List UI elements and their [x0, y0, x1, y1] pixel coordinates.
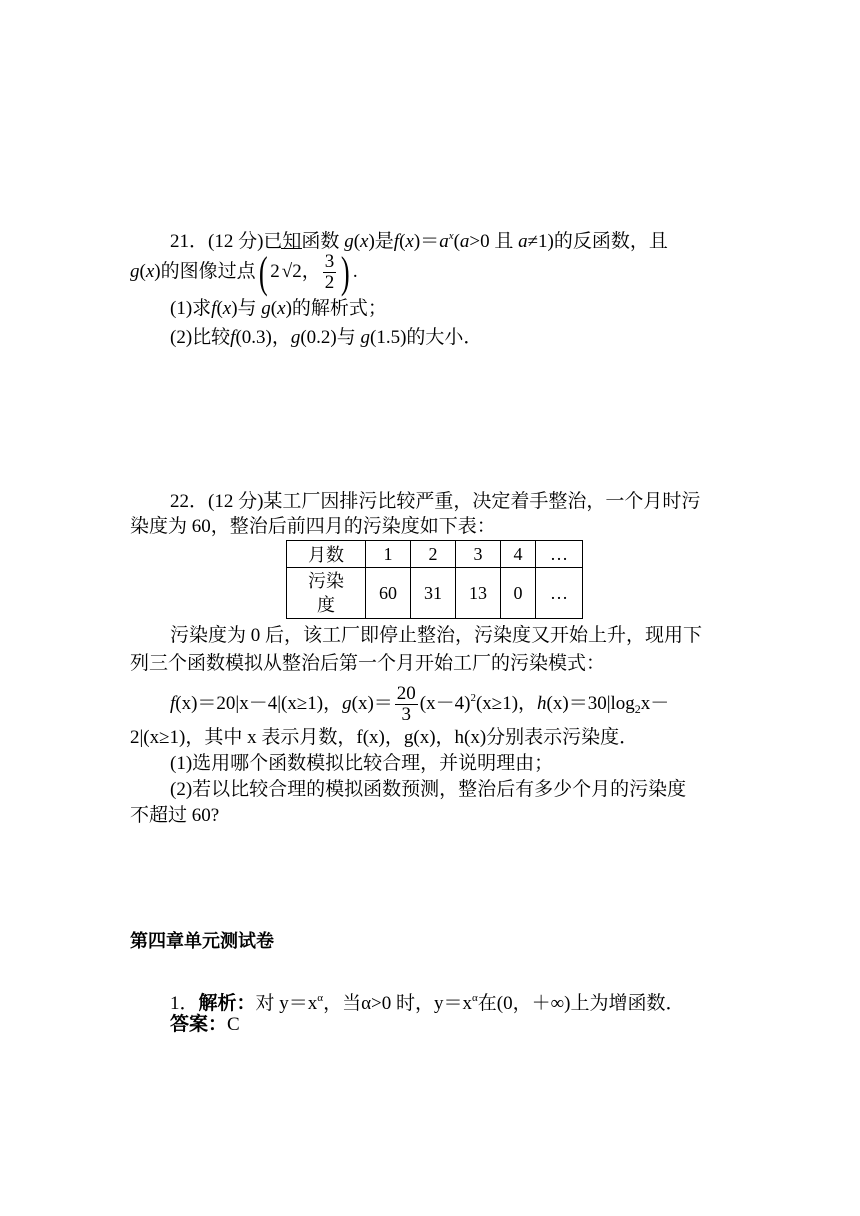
q21-p2-g2: g — [360, 327, 370, 348]
q22-line6 — [130, 726, 638, 750]
sol-text-c: 在(0，＋∞)上为增函数． — [477, 993, 685, 1014]
right-paren-icon: ) — [341, 247, 350, 297]
q22-line2 — [130, 515, 496, 539]
sol-number: 1． — [170, 993, 199, 1014]
q21-part1: (1)求f(x)与 g(x)的解析式； — [170, 298, 387, 319]
q22-score: (12 分) — [208, 491, 264, 512]
answer-line — [170, 1012, 240, 1037]
sqrt-icon: √2 — [281, 248, 302, 295]
q22-h: h — [537, 693, 547, 714]
q21-exp: x — [448, 230, 454, 242]
value-cell: 31 — [411, 568, 456, 619]
q22-text6: 2|(x≥1)，其中 x 表示月数，f(x)，g(x)，h(x)分别表示污染度． — [130, 727, 639, 748]
row-label-bottom: 度 — [317, 595, 335, 615]
q22-g-def-c: (x≥1)， — [475, 693, 538, 714]
month-cell: … — [536, 541, 583, 568]
month-cell: 1 — [366, 541, 411, 568]
q21-frac-den: 2 — [324, 272, 335, 294]
q21-part2-gc: (1.5)的大小． — [370, 327, 483, 348]
q22-part1 — [170, 752, 553, 776]
q21-is: 是 — [374, 231, 394, 252]
month-cell: 4 — [501, 541, 536, 568]
q21-point-end: . — [352, 261, 358, 282]
q21-a2: a — [459, 231, 470, 252]
q21-part1-a: (1)求 — [170, 298, 212, 319]
q21-part2-a: (2)比较 — [170, 327, 231, 348]
q22-part2b — [130, 804, 219, 828]
q21-g3: g — [130, 261, 140, 282]
row-label-cell — [287, 568, 366, 619]
q21-score: (12 分) — [208, 231, 264, 252]
q22-part1-text: (1)选用哪个函数模拟比较合理，并说明理由； — [170, 753, 554, 774]
q21-cond1: >0 且 — [469, 231, 514, 252]
row-label-top: 污染 — [308, 571, 344, 591]
q21-p2-f: f — [230, 327, 236, 348]
q21-a3: a — [518, 231, 528, 252]
q22-h-def-a: (x)＝30|log — [546, 693, 635, 714]
q22-f-def: (x)＝20|x－4|(x≥1)， — [175, 693, 343, 714]
q21-part1-mid: 与 — [237, 298, 257, 319]
q21-p1-x2: x — [277, 298, 286, 319]
value-cell: 0 — [501, 568, 536, 619]
sol-text-b: ，当α>0 时，y＝x — [323, 993, 472, 1014]
q21-x2: x — [405, 231, 414, 252]
q21-part2-fa: (0.3)， — [235, 327, 291, 348]
q21-p1-f: f — [211, 298, 217, 319]
pollution-table — [286, 540, 583, 619]
left-paren-icon: ( — [258, 247, 268, 297]
q21-g: g — [344, 231, 354, 252]
q21-part2 — [170, 326, 482, 350]
q21-cond-open: ( — [453, 231, 460, 252]
value-cell: 13 — [456, 568, 501, 619]
sol-alpha1: α — [317, 992, 324, 1004]
q21-x: x — [360, 231, 369, 252]
q22-g-def-b: (x－4) — [419, 693, 471, 714]
answer-value: C — [227, 1014, 240, 1035]
sol-alpha2: α — [471, 992, 478, 1004]
q22-line3 — [170, 624, 702, 648]
value-cell: 60 — [366, 568, 411, 619]
table-row — [287, 541, 583, 568]
sol-label: 解析： — [198, 992, 256, 1014]
q21-number: 21． — [170, 231, 209, 252]
q21-frac-num: 3 — [324, 251, 335, 273]
q22-line1 — [170, 490, 700, 514]
q21-eq: ＝ — [420, 231, 440, 252]
q22-g-num: 20 — [396, 683, 416, 705]
q21-p1-x: x — [222, 298, 232, 319]
q22-part2a-text: (2)若以比较合理的模拟函数预测，整治后有多少个月的污染度 — [170, 779, 687, 800]
q22-text1: 某工厂因排污比较严重，决定着手整治，一个月时污 — [263, 491, 701, 512]
q21-part1-end: 的解析式； — [291, 298, 387, 319]
q21-point-frac — [323, 252, 337, 293]
q22-text4: 列三个函数模拟从整治后第一个月开始工厂的污染模式： — [130, 653, 606, 674]
q22-g-frac — [395, 684, 418, 725]
sol-text-a: 对 y＝x — [255, 993, 318, 1014]
q21-part2-gb: (0.2)与 — [300, 327, 356, 348]
q21-cond2: ≠1)的反函数，且 — [527, 231, 668, 252]
q21-point-sep: ， — [301, 261, 321, 282]
month-cell: 3 — [456, 541, 501, 568]
value-cell: … — [536, 568, 583, 619]
q22-line4 — [130, 652, 605, 676]
q21-line1: 21．(12 分)已知函数 g(x)是$f(x)=a^x(a>0$ 且 a≠1)的反函数，且 — [170, 230, 668, 252]
q22-g: g — [342, 693, 352, 714]
q22-h-sub: 2 — [634, 702, 641, 716]
q21-f: f — [393, 231, 400, 252]
q22-g-def-a: (x)＝ — [351, 693, 393, 714]
q21-point-x: 2 — [270, 261, 280, 282]
answer-label: 答案： — [170, 1013, 228, 1035]
q21-point-sqrt: 2 — [292, 261, 302, 282]
q22-formulas — [170, 676, 669, 731]
q21-point-label: 的图像过点 — [160, 261, 256, 282]
q22-number: 22． — [170, 491, 209, 512]
q21-a: a — [439, 231, 449, 252]
q21-line2: g(x)的图像过点( 2 √2， $\frac{3}{2}$ ) . — [130, 247, 358, 297]
q21-p2-g: g — [290, 327, 301, 348]
q22-f: f — [170, 693, 176, 714]
q21-p1-g: g — [261, 298, 271, 319]
chapter-title: 第四章单元测试卷 — [130, 931, 274, 952]
q21-x3: x — [145, 261, 155, 282]
q22-part2a — [170, 778, 686, 802]
q22-text2: 染度为 60，整治后前四月的污染度如下表： — [130, 516, 496, 537]
q22-g-sup: 2 — [470, 692, 476, 704]
q22-h-def-b: x－ — [640, 693, 670, 714]
header-label-cell: 月数 — [287, 541, 366, 568]
q21-intro: 已知函数 — [263, 231, 340, 252]
solution-1 — [170, 986, 684, 1016]
q22-part2b-text: 不超过 60? — [130, 805, 220, 826]
month-cell: 2 — [411, 541, 456, 568]
q22-text3: 污染度为 0 后，该工厂即停止整治，污染度又开始上升，现用下 — [170, 625, 703, 646]
table-row — [287, 568, 583, 619]
q22-g-den: 3 — [401, 704, 412, 726]
